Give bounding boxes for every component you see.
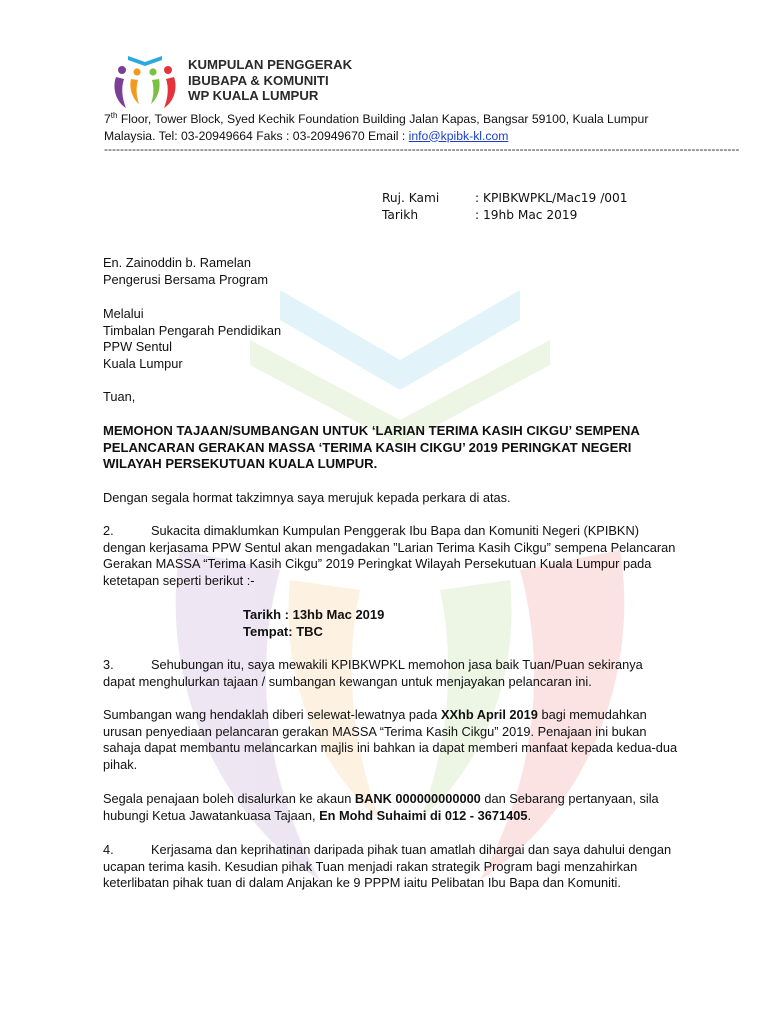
event-date: Tarikh : 13hb Mac 2019: [243, 607, 385, 622]
paragraph-number: 2.: [103, 523, 114, 538]
paragraph-2: [103, 523, 679, 589]
floor-number: 7: [104, 112, 111, 126]
paragraph-contribution: [103, 707, 679, 773]
recipient-block: [103, 255, 679, 288]
subject-line: MEMOHON TAJAAN/SUMBANGAN UNTUK ‘LARIAN TERIMA KASIH CIKGU’ SEMPENA: [103, 423, 640, 438]
contact-text: Malaysia. Tel: 03-20949664 Faks : 03-20949670 Email :: [104, 128, 409, 143]
reference-value: : KPIBKWPKL/Mac19 /001: [475, 191, 628, 205]
via-block: [103, 306, 679, 372]
subject-heading: [103, 423, 679, 473]
via-line: Kuala Lumpur: [103, 355, 183, 371]
reference-row: [382, 190, 628, 207]
event-venue: Tempat: TBC: [243, 624, 323, 639]
via-line: Timbalan Pengarah Pendidikan: [103, 322, 282, 338]
paragraph-payment: [103, 791, 679, 824]
organization-name-line: IBUBAPA & KOMUNITI: [188, 72, 329, 88]
paragraph-text: .: [527, 807, 531, 823]
paragraph-line: [103, 523, 679, 540]
recipient-title: Pengerusi Bersama Program: [103, 271, 269, 287]
subject-line: WILAYAH PERSEKUTUAN KUALA LUMPUR.: [103, 456, 378, 472]
paragraph-line: ucapan terima kasih. Kesudian pihak Tuan menjadi rakan strategik Program bagi menzahirkan: [103, 858, 638, 874]
reference-label: Ruj. Kami: [382, 191, 440, 205]
bank-account: BANK 000000000000: [354, 791, 481, 806]
paragraph-line: ketetapan seperti berikut :-: [103, 572, 255, 588]
paragraph-text: Sukacita dimaklumkan Kumpulan Penggerak Ibu Bapa dan Komuniti Negeri (KPIBKN): [151, 523, 639, 538]
paragraph-text: dan Sebarang pertanyaan, sila: [480, 791, 659, 806]
paragraph-line: dapat menghulurkan tajaan / sumbangan kewangan untuk menjayakan pelancaran ini.: [103, 673, 592, 689]
paragraph-line: [103, 657, 679, 674]
paragraph-4: [103, 842, 679, 892]
paragraph-line: pihak.: [103, 756, 138, 772]
paragraph-number: 4.: [103, 842, 114, 857]
organization-name-line: WP KUALA LUMPUR: [188, 88, 319, 104]
paragraph-line: [103, 808, 679, 825]
recipient-name: En. Zainoddin b. Ramelan: [103, 255, 251, 270]
paragraph-text: Sehubungan itu, saya mewakili KPIBKWPKL memohon jasa baik Tuan/Puan sekiranya: [151, 657, 643, 672]
contact-person: En Mohd Suhaimi di 012 - 3671405: [319, 807, 528, 823]
organization-name: [188, 57, 352, 104]
reference-block: [382, 190, 628, 224]
paragraph-3: [103, 657, 679, 690]
paragraph-line: [103, 707, 679, 724]
subject-line: PELANCARAN GERAKAN MASSA ‘TERIMA KASIH CIKGU’ 2019 PERINGKAT NEGERI: [103, 439, 632, 455]
address-line: [104, 111, 684, 128]
organization-logo: [110, 50, 180, 112]
date-row: [382, 207, 628, 224]
via-label: Melalui: [103, 306, 144, 321]
paragraph-text: Kerjasama dan keprihatinan daripada pihak tuan amatlah dihargai dan saya dahului dengan: [151, 842, 672, 857]
event-details: [243, 606, 384, 640]
address-text: Floor, Tower Block, Syed Kechik Foundation Building Jalan Kapas, Bangsar 59100, Kuala Lumpur: [117, 112, 649, 126]
separator-line: ---------------------------------------------------------------------------------------------------------------------------------------------------------------: [104, 142, 740, 156]
via-line: PPW Sentul: [103, 339, 172, 355]
paragraph-text: bagi memudahkan: [537, 707, 647, 722]
paragraph-line: [103, 842, 679, 859]
email-link[interactable]: info@kpibk-kl.com: [408, 128, 509, 143]
salutation: Tuan,: [103, 389, 136, 404]
paragraph-number: 3.: [103, 657, 114, 672]
paragraph-text: Segala penajaan boleh disalurkan ke akaun: [103, 791, 355, 806]
paragraph-line: urusan penyediaan pelancaran gerakan MASSA “Terima Kasih Cikgu” 2019. Penajaan ini bukan: [103, 723, 647, 739]
date-value: : 19hb Mac 2019: [475, 208, 578, 222]
paragraph-line: [103, 791, 679, 808]
paragraph-line: keterlibatan pihak tuan di dalam Anjakan ke 9 PPPM iaitu Pelibatan Ibu Bapa dan Komuniti.: [103, 875, 621, 891]
opening-paragraph: Dengan segala hormat takzimnya saya merujuk kepada perkara di atas.: [103, 490, 511, 505]
deadline-date: XXhb April 2019: [440, 707, 538, 722]
paragraph-text: Sumbangan wang hendaklah diberi selewat-lewatnya pada: [103, 707, 441, 722]
date-label: Tarikh: [382, 208, 419, 222]
organization-name-line: KUMPULAN PENGGERAK: [188, 57, 353, 72]
paragraph-line: Gerakan MASSA “Terima Kasih Cikgu” 2019 Peringkat Wilayah Persekutuan Kuala Lumpur pada: [103, 556, 652, 572]
floor-suffix: th: [110, 110, 118, 120]
paragraph-text: hubungi Ketua Jawatankuasa Tajaan,: [103, 807, 320, 823]
paragraph-line: dengan kerjasama PPW Sentul akan mengadakan ”Larian Terima Kasih Cikgu” sempena Pelancaran: [103, 539, 676, 555]
address-block: [104, 111, 684, 144]
paragraph-line: sahaja dapat membantu melancarkan majlis ini bahkan ia dapat memberi manfaat kepada kedua-dua: [103, 740, 678, 756]
